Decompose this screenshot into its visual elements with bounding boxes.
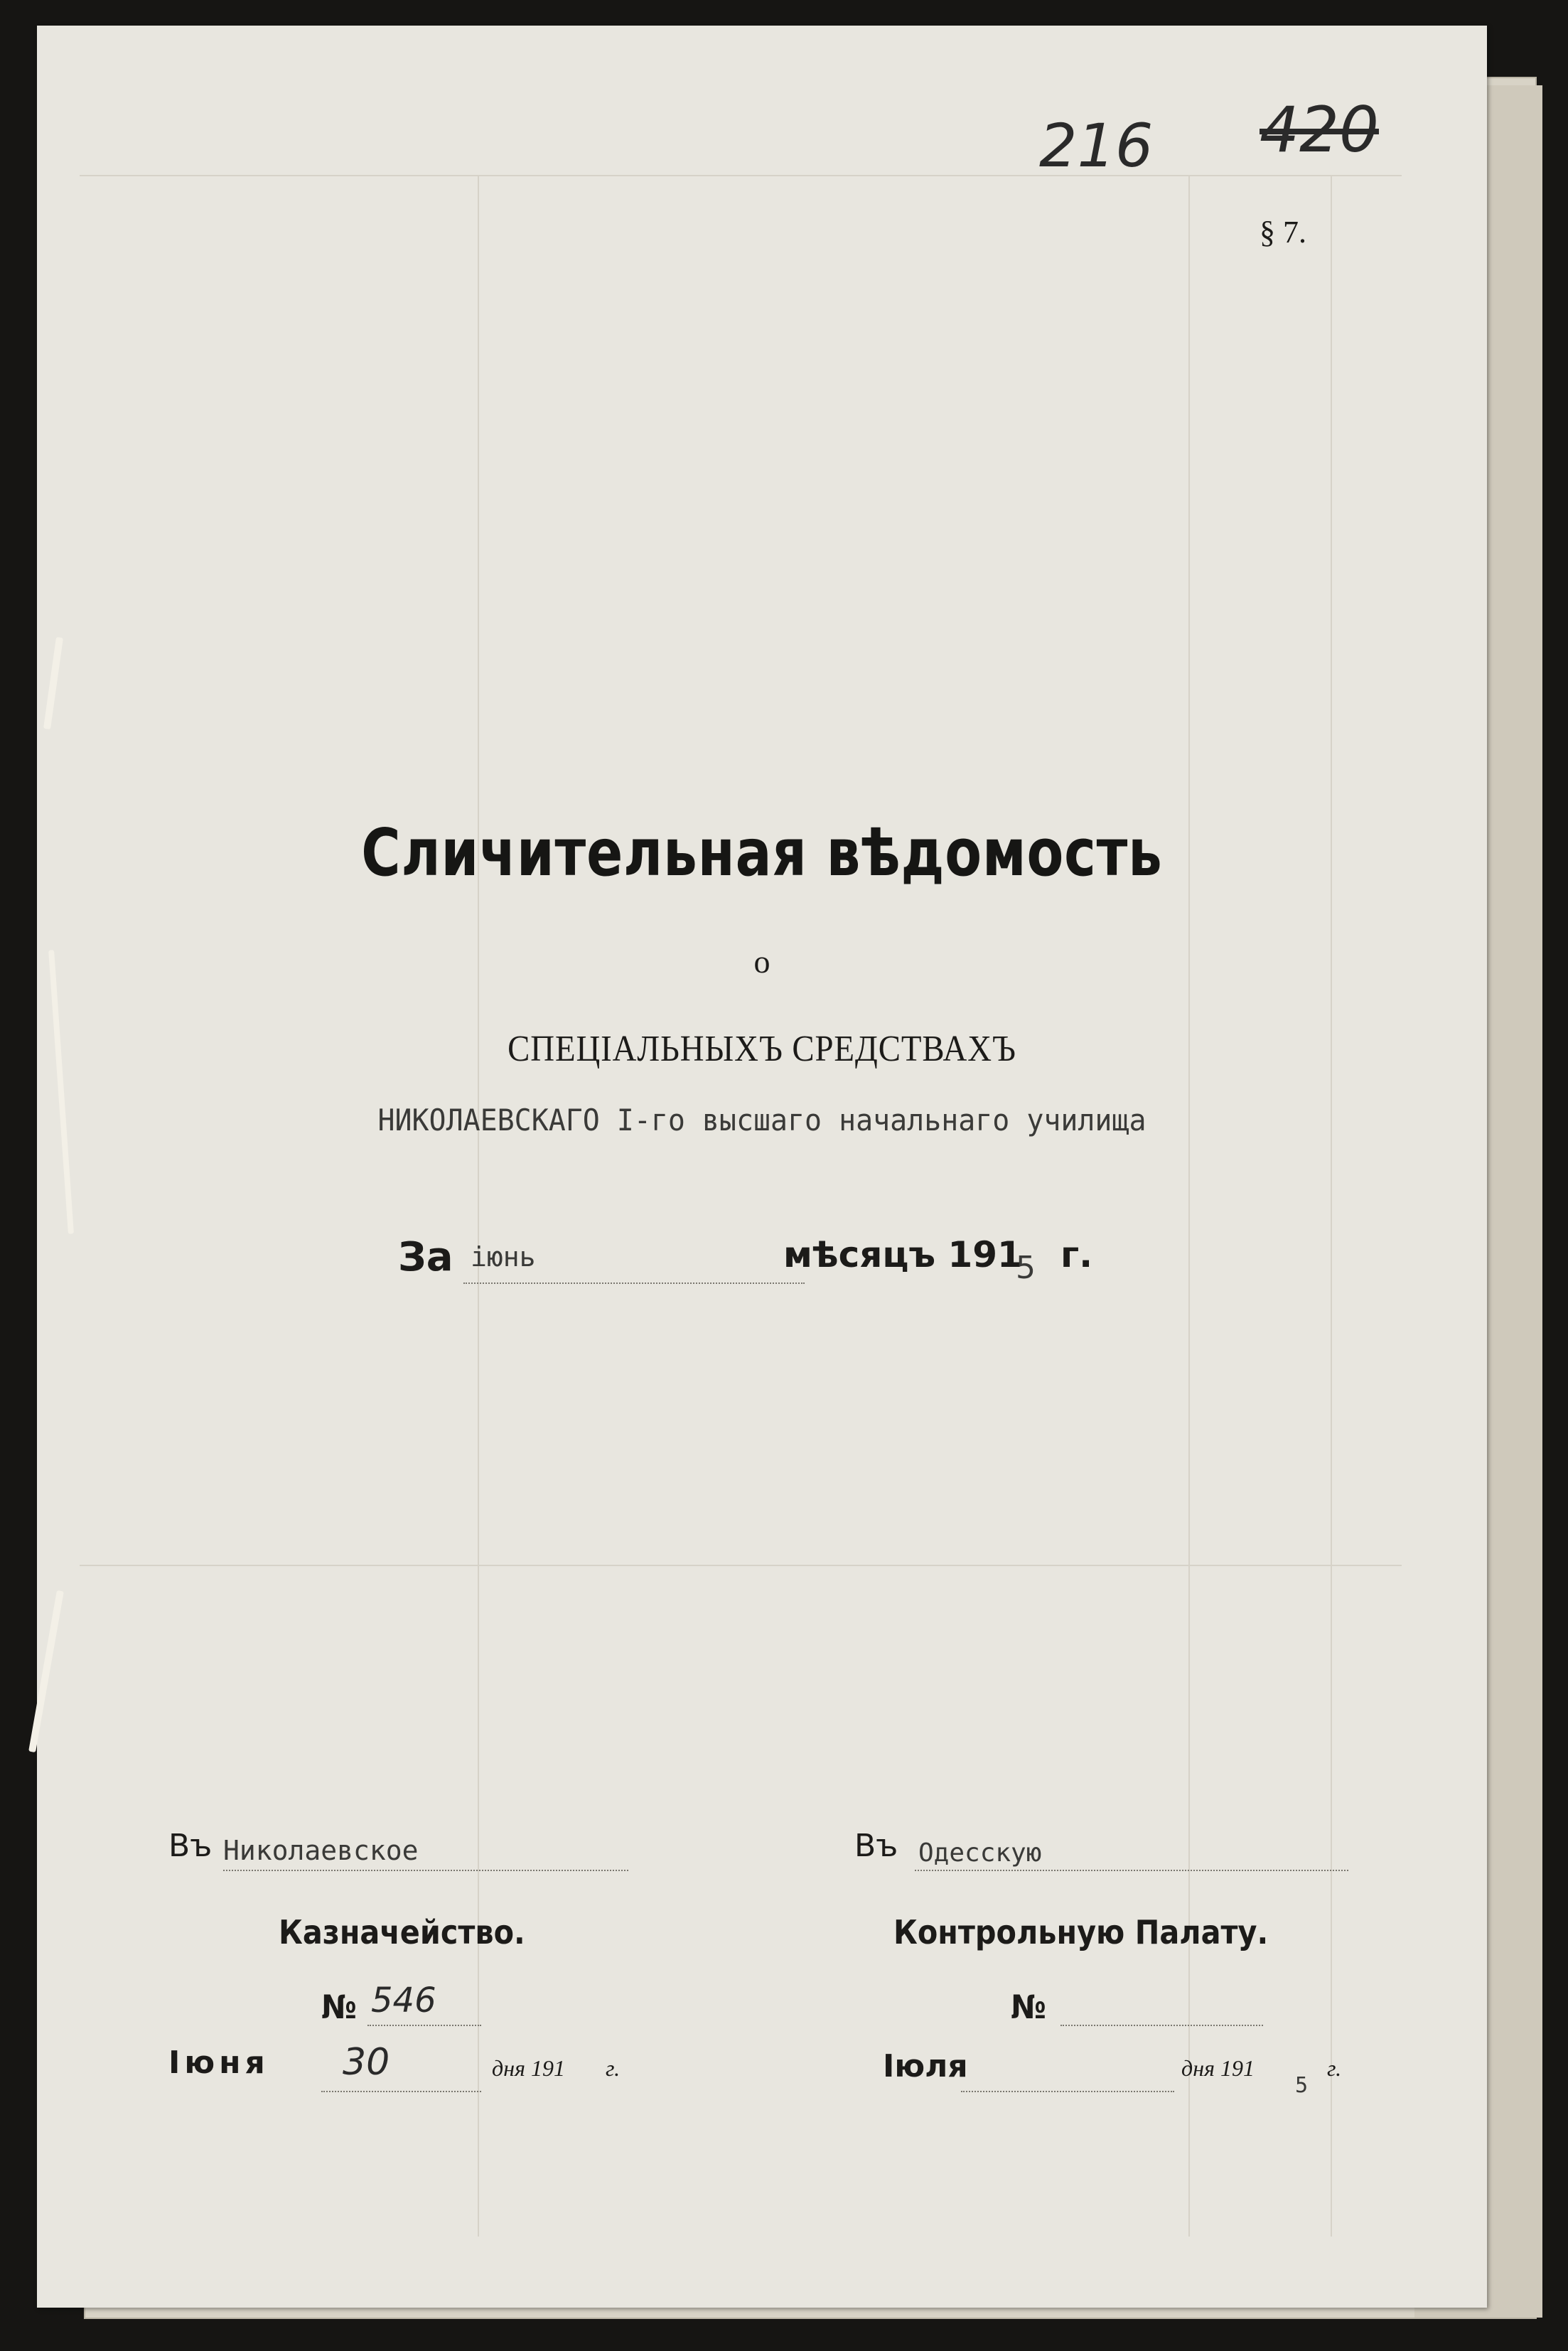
right-date-month: Iюля bbox=[883, 2048, 968, 2084]
binding-thread bbox=[28, 1590, 64, 1752]
ghost-rule bbox=[1331, 175, 1332, 2237]
right-date-year-digit: 5 bbox=[1295, 2073, 1309, 2098]
preposition: о bbox=[753, 943, 770, 980]
right-to-prefix: Въ bbox=[854, 1828, 898, 1864]
left-date-suffix: г. bbox=[606, 2055, 621, 2081]
left-date-label: дня 191 bbox=[492, 2055, 565, 2081]
left-date-month: Iюня bbox=[168, 2045, 269, 2081]
left-date-rule bbox=[321, 2091, 481, 2092]
right-office: Контрольную Палату. bbox=[893, 1913, 1269, 1951]
right-date-suffix: г. bbox=[1327, 2055, 1342, 2081]
left-to-value: Николаевское bbox=[223, 1835, 419, 1866]
ghost-rule bbox=[80, 175, 1402, 176]
right-to-value: Одесскую bbox=[918, 1838, 1042, 1868]
period-year-suffix: г. bbox=[1060, 1234, 1093, 1275]
binding-thread bbox=[43, 637, 63, 729]
period-suffix: мѣсяцъ 191 bbox=[783, 1234, 1022, 1275]
paragraph-number: § 7. bbox=[1260, 215, 1306, 250]
period-month: іюнь bbox=[471, 1241, 536, 1273]
period-prefix: За bbox=[398, 1234, 453, 1280]
document-title: Сличительная вѣдомость bbox=[361, 815, 1163, 891]
right-number-label: № bbox=[1011, 1988, 1046, 2026]
crossed-archive-number: 420 bbox=[1260, 93, 1379, 166]
binding-thread bbox=[48, 950, 74, 1234]
right-date-rule bbox=[961, 2091, 1174, 2092]
archive-number: 216 bbox=[1039, 111, 1154, 181]
left-to-prefix: Въ bbox=[168, 1828, 213, 1864]
left-to-rule bbox=[223, 1870, 628, 1871]
institution-name: НИКОЛАЕВСКАГО I-го высшаго начальнаго училища bbox=[377, 1103, 1147, 1137]
right-number-rule bbox=[1060, 2025, 1263, 2026]
right-date-label: дня 191 bbox=[1181, 2055, 1255, 2081]
left-number-label: № bbox=[321, 1988, 357, 2026]
document-subtitle: СПЕЦІАЛЬНЫХЪ СРЕДСТВАХЪ bbox=[508, 1029, 1016, 1069]
left-number-value: 546 bbox=[371, 1981, 436, 2020]
left-office: Казначейство. bbox=[279, 1913, 525, 1951]
ghost-rule bbox=[80, 1565, 1402, 1566]
right-to-rule bbox=[915, 1870, 1348, 1871]
period-year-digit: 5 bbox=[1016, 1250, 1036, 1286]
document-page bbox=[37, 26, 1487, 2308]
left-number-rule bbox=[367, 2025, 481, 2026]
period-rule bbox=[463, 1282, 805, 1284]
left-date-day: 30 bbox=[343, 2041, 390, 2084]
